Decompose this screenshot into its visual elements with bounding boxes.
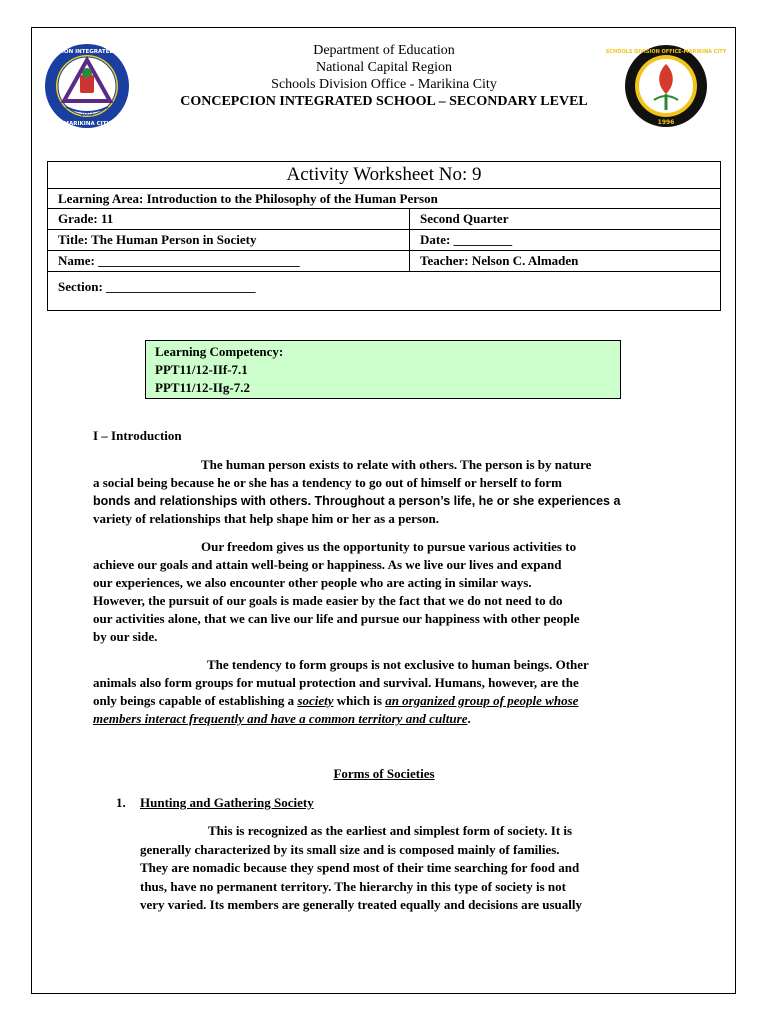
hunting-gathering-paragraph	[140, 822, 675, 915]
teacher: Teacher: Nelson C. Almaden	[420, 253, 579, 268]
item1-line: This is recognized as the earliest and simplest form of society. It is	[208, 823, 573, 838]
item1-line: They are nomadic because they spend most of their time searching for food and	[140, 860, 580, 875]
p2-line: achieve our goals and attain well-being or happiness. As we live our lives and expand	[93, 557, 562, 572]
right-seal-year: 1996	[657, 119, 675, 126]
intro-paragraph-1	[93, 456, 675, 528]
right-seal-top-text: SCHOOLS DIVISION OFFICE-MARIKINA CITY	[605, 49, 727, 55]
left-seal-year: 2002	[80, 112, 94, 118]
society-definition: an organized group of people whose	[385, 693, 579, 708]
name-row	[48, 251, 720, 272]
competency-code-1: PPT11/12-IIf-7.1	[155, 362, 248, 377]
p1-line: bonds and relationships with others. Throughout a person’s life, he or she experiences a	[93, 494, 621, 508]
section-field[interactable]: Section: _______________________	[58, 279, 256, 294]
department-line: Department of Education	[313, 43, 455, 58]
p2-line: our experiences, we also encounter other people who are acting in similar ways.	[93, 575, 532, 590]
learning-area-row	[48, 189, 720, 209]
p3-line: animals also form groups for mutual protection and survival. Humans, however, are the	[93, 675, 579, 690]
intro-paragraph-3	[93, 656, 675, 728]
list-item-title: Hunting and Gathering Society	[140, 795, 314, 810]
item1-line: thus, have no permanent territory. The hierarchy in this type of society is not	[140, 878, 566, 894]
intro-heading: I – Introduction	[93, 428, 182, 443]
p1-line: The human person exists to relate with others. The person is by nature	[201, 457, 592, 472]
p2-line: our activities alone, that we can live our life and pursue our happiness with other people	[93, 611, 580, 626]
section-row	[48, 272, 720, 314]
competency-code-2: PPT11/12-IIg-7.2	[155, 380, 250, 395]
competency-label: Learning Competency:	[155, 344, 284, 359]
name-field[interactable]: Name: _______________________________	[48, 251, 410, 271]
grade-row	[48, 209, 720, 230]
worksheet-title: Activity Worksheet No: 9	[48, 162, 720, 189]
quarter: Second Quarter	[420, 211, 509, 226]
list-item	[116, 795, 314, 811]
p3-line: only beings capable of establishing a	[93, 693, 298, 708]
item1-line: very varied. Its members are generally treated equally and decisions are usually	[140, 897, 582, 912]
p1-line: variety of relationships that help shape him or her as a person.	[93, 511, 439, 526]
p2-line: by our side.	[93, 629, 158, 644]
learning-area: Learning Area: Introduction to the Philosophy of the Human Person	[58, 191, 438, 206]
p2-line: Our freedom gives us the opportunity to pursue various activities to	[201, 539, 577, 554]
left-seal-top-text: CONCEPCION INTEGRATED SCHOOL	[32, 49, 142, 55]
worksheet-info-table	[47, 161, 721, 311]
school-name: CONCEPCION INTEGRATED SCHOOL – SECONDARY LEVEL	[180, 94, 588, 109]
grade: Grade: 11	[48, 209, 410, 229]
list-number: 1.	[116, 795, 126, 810]
p2-line: However, the pursuit of our goals is made easier by the fact that we do not need to do	[93, 593, 563, 608]
intro-paragraph-2	[93, 538, 675, 646]
society-term: society	[297, 693, 334, 708]
learning-competency-box	[145, 340, 621, 399]
p3-line: .	[467, 711, 471, 726]
forms-heading: Forms of Societies	[333, 766, 435, 781]
p1-line: a social being because he or she has a tendency to go out of himself or herself to form	[93, 475, 562, 490]
lesson-title: Title: The Human Person in Society	[48, 230, 410, 250]
title-row	[48, 230, 720, 251]
p3-line: which is	[333, 693, 386, 708]
item1-line: generally characterized by its small size and is composed mainly of families.	[140, 841, 560, 857]
date-field[interactable]: Date: _________	[420, 232, 513, 247]
society-definition: members interact frequently and have a common territory and culture	[93, 711, 468, 726]
p3-line: The tendency to form groups is not exclusive to human beings. Other	[207, 657, 589, 672]
region-line: National Capital Region	[315, 60, 453, 75]
letterhead	[0, 42, 768, 110]
left-seal-bottom-text: MARIKINA CITY	[63, 121, 111, 127]
division-line: Schools Division Office - Marikina City	[271, 77, 497, 92]
